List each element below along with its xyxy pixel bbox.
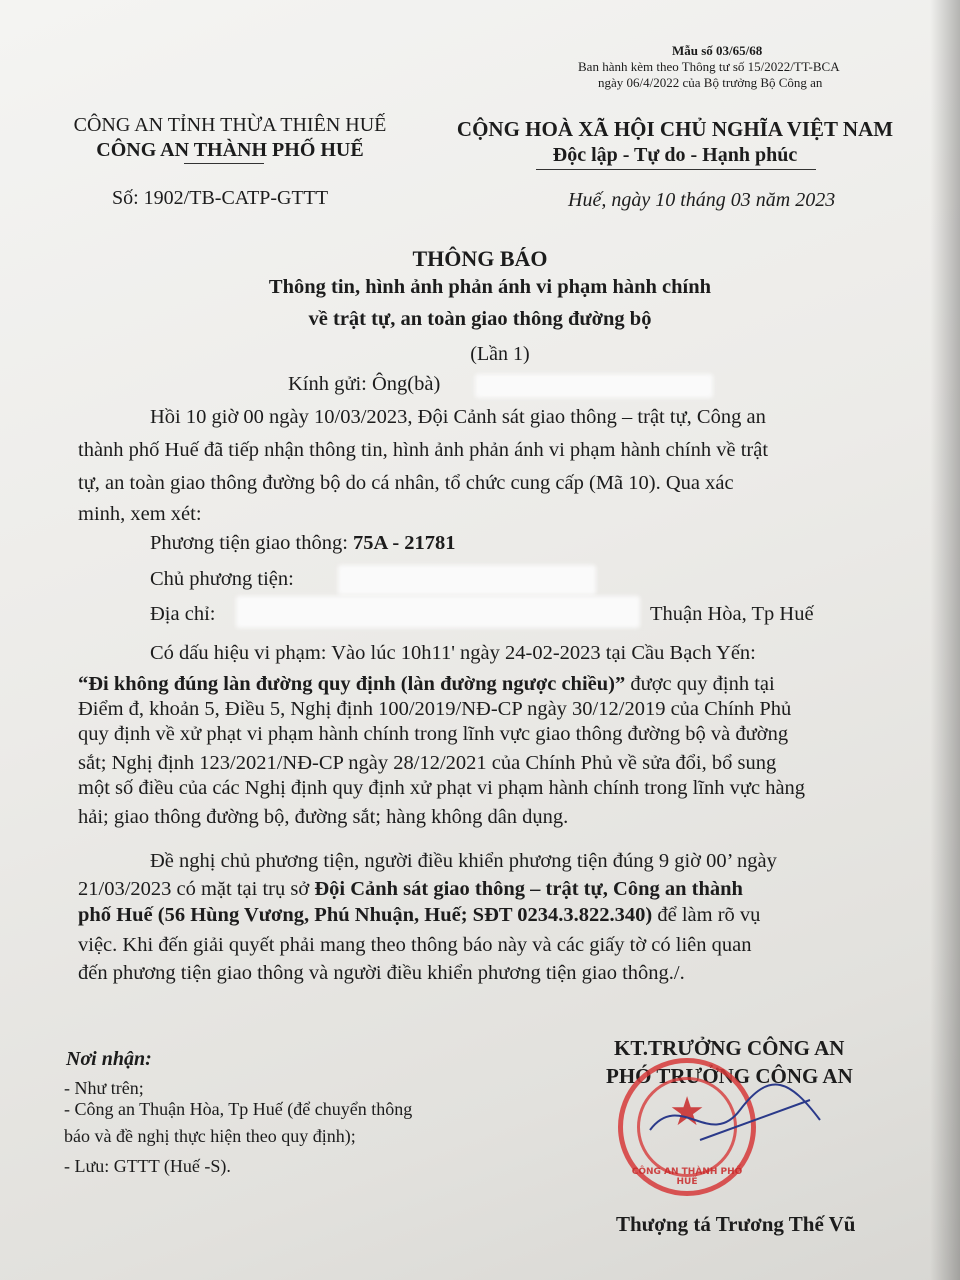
- document-number: Số: 1902/TB-CATP-GTTT: [112, 187, 329, 209]
- body-p1-line: minh, xem xét:: [78, 503, 202, 525]
- handwritten-signature: [640, 1060, 840, 1180]
- address-tail: Thuận Hòa, Tp Huế: [650, 603, 814, 625]
- form-issued-with: Ban hành kèm theo Thông tư số 15/2022/TT-BCA: [578, 59, 840, 74]
- vehicle-label: Phương tiện giao thông:: [150, 532, 348, 554]
- request-line: [78, 878, 743, 901]
- request-line: Đề nghị chủ phương tiện, người điều khiển phương tiện đúng 9 giờ 00’ ngày: [150, 850, 777, 872]
- recipients-item: báo và đề nghị thực hiện theo quy định);: [64, 1126, 356, 1146]
- notice-subtitle-1: Thông tin, hình ảnh phản ánh vi phạm hành chính: [268, 276, 712, 298]
- legal-line: hải; giao thông đường bộ, đường sắt; hàng không dân dụng.: [78, 806, 569, 828]
- vehicle-line: [150, 532, 456, 555]
- body-p1-line: tự, an toàn giao thông đường bộ do cá nhân, tổ chức cung cấp (Mã 10). Qua xác: [78, 472, 734, 494]
- nation-motto: Độc lập - Tự do - Hạnh phúc: [552, 144, 798, 166]
- recipients-item: - Công an Thuận Hòa, Tp Huế (để chuyển thông: [64, 1099, 413, 1119]
- agency-underline: [184, 163, 264, 164]
- form-issued-date: ngày 06/4/2022 của Bộ trưởng Bộ Công an: [598, 75, 823, 90]
- violation-name: “Đi không đúng làn đường quy định (làn đường ngược chiều)”: [78, 673, 626, 695]
- address-label: Địa chỉ:: [150, 603, 216, 625]
- redacted-owner-name: [338, 565, 596, 595]
- request-text: để làm rõ vụ: [652, 904, 761, 926]
- request-line: đến phương tiện giao thông và người điều khiển phương tiện giao thông./.: [78, 962, 685, 984]
- recipients-item: - Lưu: GTTT (Huế -S).: [64, 1156, 231, 1176]
- request-line: việc. Khi đến giải quyết phải mang theo thông báo này và các giấy tờ có liên quan: [78, 934, 752, 956]
- notice-subtitle-2: về trật tự, an toàn giao thông đường bộ: [308, 308, 652, 330]
- owner-label: Chủ phương tiện:: [150, 568, 294, 590]
- body-p1-line: Hồi 10 giờ 00 ngày 10/03/2023, Đội Cảnh sát giao thông – trật tự, Công an: [150, 406, 766, 428]
- notice-round: (Lần 1): [470, 343, 530, 365]
- recipients-title: Nơi nhận:: [66, 1048, 152, 1070]
- nation-name: CỘNG HOÀ XÃ HỘI CHỦ NGHĨA VIỆT NAM: [456, 117, 894, 141]
- legal-line: một số điều của các Nghị định quy định xử phạt vi phạm hành chính trong lĩnh vực hàng: [78, 777, 806, 799]
- office-address: phố Huế (56 Hùng Vương, Phú Nhuận, Huế; SĐT 0234.3.822.340): [78, 904, 653, 926]
- recipient-line: Kính gửi: Ông(bà): [288, 373, 441, 395]
- legal-line: Điểm đ, khoản 5, Điều 5, Nghị định 100/2019/NĐ-CP ngày 30/12/2019 của Chính Phủ: [78, 698, 792, 720]
- legal-line: quy định về xử phạt vi phạm hành chính trong lĩnh vực giao thông đường bộ và đường: [78, 723, 789, 745]
- place-date: Huế, ngày 10 tháng 03 năm 2023: [568, 189, 836, 211]
- violation-line: [78, 673, 775, 696]
- legal-line: sắt; Nghị định 123/2021/NĐ-CP ngày 28/12/2021 của Chính Phủ về sửa đổi, bổ sung: [78, 752, 777, 774]
- body-p1-line: thành phố Huế đã tiếp nhận thông tin, hình ảnh phản ánh vi phạm hành chính về trật: [78, 439, 769, 461]
- recipients-item: - Như trên;: [64, 1078, 144, 1098]
- form-number: Mẫu số 03/65/68: [672, 43, 763, 58]
- signature-title-1: KT.TRƯỞNG CÔNG AN: [614, 1036, 845, 1060]
- motto-underline: [536, 169, 816, 170]
- request-line: [78, 904, 760, 927]
- request-text: 21/03/2023 có mặt tại trụ sở: [78, 878, 315, 900]
- redacted-recipient-name: [475, 374, 713, 398]
- violation-intro: Có dấu hiệu vi phạm: Vào lúc 10h11' ngày 24-02-2023 tại Cầu Bạch Yến:: [150, 642, 756, 664]
- agency-parent: CÔNG AN TỈNH THỪA THIÊN HUẾ: [73, 114, 387, 136]
- notice-title: THÔNG BÁO: [412, 246, 548, 271]
- signer-name: Thượng tá Trương Thế Vũ: [616, 1212, 856, 1236]
- vehicle-plate: 75A - 21781: [353, 532, 456, 554]
- star-icon: ★: [669, 1089, 705, 1135]
- agency-unit: CÔNG AN THÀNH PHỐ HUẾ: [96, 139, 364, 161]
- violation-after: được quy định tại: [625, 673, 775, 695]
- redacted-address: [236, 596, 640, 628]
- signature-title-2: PHÓ TRƯỞNG CÔNG AN: [606, 1064, 853, 1088]
- office-name: Đội Cảnh sát giao thông – trật tự, Công an thành: [314, 878, 743, 900]
- seal-text: CÔNG AN THÀNH PHỐ HUẾ: [631, 1167, 743, 1187]
